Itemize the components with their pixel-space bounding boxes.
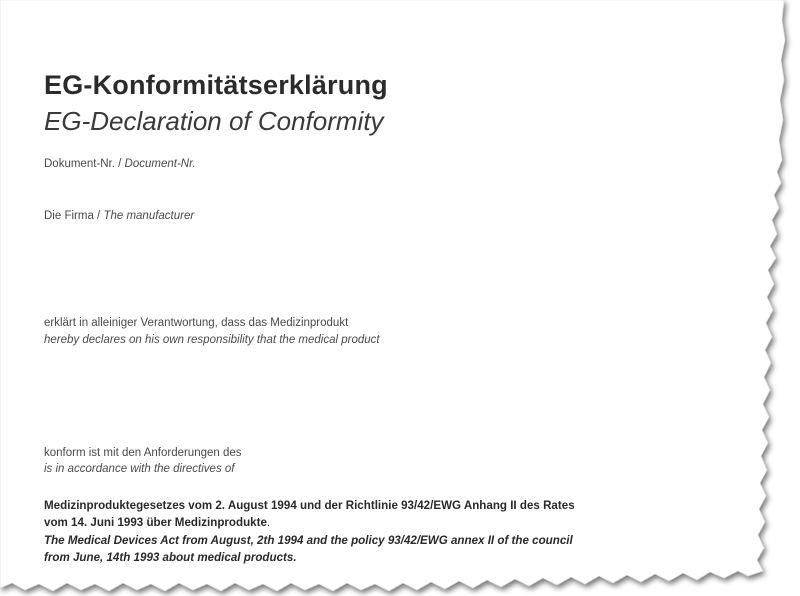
document-number-label xyxy=(44,158,196,170)
title-german: EG-Konformitätserklärung xyxy=(44,70,388,100)
legal-text-de-line1: Medizinproduktegesetzes vom 2. August 1994 und der Richtlinie 93/42/EWG Anhang II des Rates xyxy=(44,499,575,512)
legal-text-de-line2 xyxy=(44,515,764,532)
manufacturer-label xyxy=(44,210,194,222)
declaration-en: hereby declares on his own responsibility that the medical product xyxy=(44,334,380,346)
manufacturer-separator: / xyxy=(93,210,104,222)
legal-text-en-line2: from June, 14th 1993 about medical products. xyxy=(44,551,297,564)
title-english: EG-Declaration of Conformity xyxy=(44,106,384,136)
legal-text-de-line2-period: . xyxy=(266,516,271,529)
legal-text-en-line1: The Medical Devices Act from August, 2th 1994 and the policy 93/42/EWG annex II of the council xyxy=(44,534,573,547)
document-number-separator: / xyxy=(114,158,125,170)
document-number-label-en: Document-Nr. xyxy=(124,158,196,170)
conformity-en: is in accordance with the directives of xyxy=(44,463,235,475)
document-number-label-de: Dokument-Nr. xyxy=(44,158,115,170)
declaration-de: erklärt in alleiniger Verantwortung, dass das Medizinprodukt xyxy=(44,317,349,329)
conformity-de: konform ist mit den Anforderungen des xyxy=(44,447,242,459)
legal-text-de-line2-bold: vom 14. Juni 1993 über Medizinprodukte xyxy=(44,516,267,529)
manufacturer-label-en: The manufacturer xyxy=(103,210,195,222)
manufacturer-label-de: Die Firma xyxy=(44,210,94,222)
